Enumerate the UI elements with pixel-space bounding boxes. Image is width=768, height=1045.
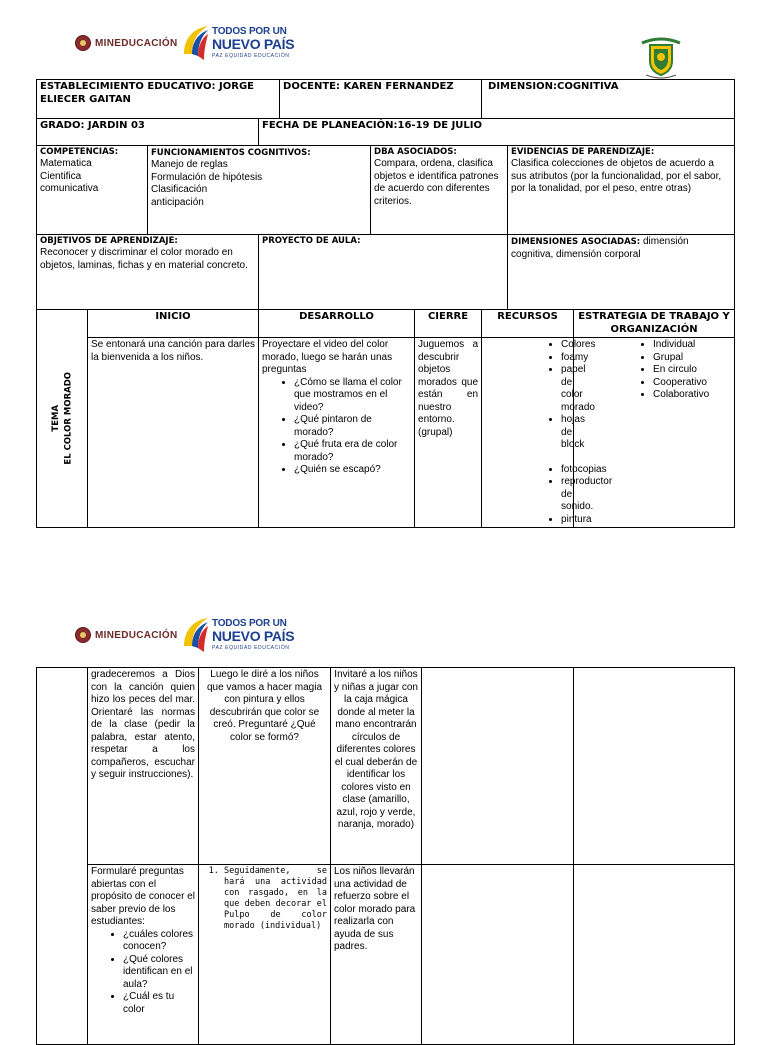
estrategia-list xyxy=(577,339,731,402)
list-item: 1. Seguidamente, se hará una actividad con rasgado, en la que deben decorar el Pulpo de color morado (individual) xyxy=(224,866,327,932)
proyecto-cell xyxy=(259,235,508,310)
objetivos-title: OBJETIVOS DE APRENDIZAJE: xyxy=(40,236,178,246)
mineducacion-logo xyxy=(75,627,178,643)
flag-swoosh-icon xyxy=(180,616,210,656)
recursos-list xyxy=(485,339,613,526)
estrategia-row2 xyxy=(574,668,735,865)
dba-cell xyxy=(371,146,508,235)
mineducacion-label: MINEDUCACIÓN xyxy=(95,37,178,49)
dimensiones-cell xyxy=(508,235,735,310)
list-item: • Colores xyxy=(561,339,570,352)
inicio-row1: Se entonará una canción para darles la bienvenida a los niños. xyxy=(88,338,259,528)
inicio-row3 xyxy=(88,865,199,1045)
dimension-cell: DIMENSION:COGNITIVA xyxy=(482,80,735,119)
competencias-title: COMPETENCIAS: xyxy=(40,147,119,157)
list-item: • ¿Qué pintaron de morado? xyxy=(294,414,411,439)
competencia-item: comunicativa xyxy=(40,183,99,194)
dimensiones-text: dimensión cognitiva, dimensión corporal xyxy=(511,236,689,260)
list-item: • Individual xyxy=(653,339,731,352)
col-cierre-header: CIERRE xyxy=(415,310,482,338)
establecimiento-cell: ESTABLECIMIENTO EDUCATIVO: JORGE ELIECER GAITAN xyxy=(37,80,280,119)
docente-cell: DOCENTE: KAREN FERNANDEZ xyxy=(280,80,482,119)
objetivos-cell xyxy=(37,235,259,310)
competencias-cell xyxy=(37,146,148,235)
list-item: • ¿Cuál es tu color xyxy=(123,991,195,1016)
todos-line2: NUEVO PAÍS xyxy=(212,628,295,644)
flag-swoosh-icon xyxy=(180,24,210,64)
inicio-row2: gradeceremos a Dios con la canción quien hizo los peces del mar. Orientaré las normas de la clase (pedir la palabra, estar atento, respetar a los compañeros, escuchar y seguir instrucciones). xyxy=(88,668,199,865)
planning-table-continued xyxy=(36,667,735,1045)
todos-por-un-nuevo-pais-logo xyxy=(180,612,295,660)
col-estrategia-header: ESTRATEGIA DE TRABAJO Y ORGANIZACIÓN xyxy=(574,310,735,338)
fecha-cell: FECHA DE PLANEACIÓN:16-19 DE JULIO xyxy=(259,119,735,146)
list-item: • Grupal xyxy=(653,352,731,365)
planning-table-top xyxy=(36,79,735,528)
inicio-row3-list xyxy=(91,929,195,1017)
funcionamientos-title: FUNCIONAMIENTOS COGNITIVOS: xyxy=(151,148,311,158)
objetivos-text: Reconocer y discriminar el color morado en objetos, laminas, fichas y en material concreto. xyxy=(40,247,248,271)
todos-por-un-nuevo-pais-logo xyxy=(180,20,295,68)
col-inicio-header: INICIO xyxy=(88,310,259,338)
col-desarrollo-header: DESARROLLO xyxy=(259,310,415,338)
todos-line2: NUEVO PAÍS xyxy=(212,36,295,52)
list-item: • ¿cuáles colores conocen? xyxy=(123,929,195,954)
dba-title: DBA ASOCIADOS: xyxy=(374,147,457,157)
school-crest-icon xyxy=(638,35,684,81)
recursos-row3 xyxy=(422,865,574,1045)
funcionamientos-cell xyxy=(148,146,371,235)
funcionamiento-item: Manejo de reglas xyxy=(151,159,228,170)
competencia-item: Matematica xyxy=(40,158,92,169)
list-item: • Cooperativo xyxy=(653,377,731,390)
list-item: • ¿Quién se escapó? xyxy=(294,464,411,477)
dba-text: Compara, ordena, clasifica objetos e identifica patrones de acuerdo con diferentes criterios. xyxy=(374,158,499,207)
evidencias-cell xyxy=(508,146,735,235)
funcionamiento-item: anticipación xyxy=(151,196,204,208)
list-item: • pintura xyxy=(561,514,570,527)
todos-line3: PAZ EQUIDAD EDUCACIÓN xyxy=(212,645,290,651)
list-item: • fotocopias xyxy=(561,464,570,477)
colombia-seal-icon xyxy=(75,627,91,643)
desarrollo-row2: Luego le diré a los niños que vamos a hacer magia con pintura y ellos descubrirán que color se creó. Preguntaré ¿Qué color se formó? xyxy=(199,668,331,865)
desarrollo-row3 xyxy=(199,865,331,1045)
list-item: • ¿Qué fruta era de color morado? xyxy=(294,439,411,464)
estrategia-row1 xyxy=(574,338,735,528)
recursos-row2 xyxy=(422,668,574,865)
list-item: • hojas de block xyxy=(561,414,570,452)
tema-cell xyxy=(37,310,88,528)
proyecto-title: PROYECTO DE AULA: xyxy=(262,236,361,246)
list-item: • papel de color morado xyxy=(561,364,570,414)
todos-line1: TODOS POR UN xyxy=(212,618,287,629)
colombia-seal-icon xyxy=(75,35,91,51)
estrategia-row3 xyxy=(574,865,735,1045)
list-item: • foamy xyxy=(561,352,570,365)
list-item: • ¿Qué colores identifican en el aula? xyxy=(123,954,195,992)
inicio-row3-intro: Formularé preguntas abiertas con el propósito de conocer el saber previo de los estudiantes: xyxy=(91,866,195,927)
list-item: • ¿Cómo se llama el color que mostramos en el video? xyxy=(294,377,411,415)
cierre-row3: Los niños llevarán una actividad de refuerzo sobre el color morado para realizarla con ayuda de sus padres. xyxy=(331,865,422,1045)
grado-cell: GRADO: JARDIN 03 xyxy=(37,119,259,146)
col-recursos-header: RECURSOS xyxy=(482,310,574,338)
page-header-1 xyxy=(0,20,768,80)
funcionamiento-item: Clasificación xyxy=(151,184,208,195)
list-item-blank xyxy=(561,452,570,464)
dimensiones-title: DIMENSIONES ASOCIADAS: xyxy=(511,237,641,247)
todos-line1: TODOS POR UN xyxy=(212,26,287,37)
funcionamiento-item: Formulación de hipótesis xyxy=(151,171,263,183)
recursos-row1 xyxy=(482,338,613,528)
evidencias-text: Clasifica colecciones de objetos de acuerdo a sus atributos (por la funcionalidad, por el sabor, por la tonalidad, por el peso, entre otras) xyxy=(511,158,722,194)
list-item: • En circulo xyxy=(653,364,731,377)
list-item: • reproductor de sonido. xyxy=(561,476,570,514)
tema-label: TEMA EL COLOR MORADO xyxy=(50,372,73,465)
mineducacion-logo xyxy=(75,35,178,51)
desarrollo-row1-list xyxy=(262,377,411,477)
desarrollo-row3-list xyxy=(202,866,327,932)
cierre-row1: Juguemos a descubrir objetos morados que están en nuestro entorno. (grupal) xyxy=(415,338,482,528)
desarrollo-row1 xyxy=(259,338,415,528)
tema-cell-continued xyxy=(37,668,88,1045)
page-header-2 xyxy=(0,612,768,672)
competencia-item: Cientifica xyxy=(40,170,82,182)
mineducacion-label: MINEDUCACIÓN xyxy=(95,629,178,641)
todos-line3: PAZ EQUIDAD EDUCACIÓN xyxy=(212,53,290,59)
list-item: • Colaborativo xyxy=(653,389,731,402)
cierre-row2: Invitaré a los niños y niñas a jugar con la caja mágica donde al meter la mano encontrarán círculos de diferentes colores el cual deberán de identificar los colores visto en clase (amarillo, azul, rojo y verde, naranja, morado) xyxy=(331,668,422,865)
evidencias-title: EVIDENCIAS DE PARENDIZAJE: xyxy=(511,147,655,157)
desarrollo-row1-intro: Proyectare el video del color morado, luego se harán unas preguntas xyxy=(262,339,393,375)
